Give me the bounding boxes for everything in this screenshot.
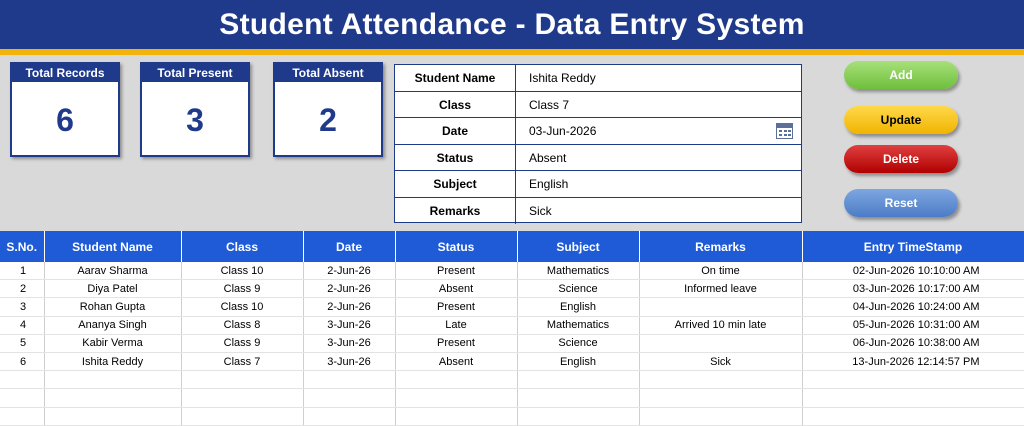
header-remarks[interactable]: Remarks bbox=[639, 231, 802, 262]
header-student-name[interactable]: Student Name bbox=[44, 231, 181, 262]
cell-sno[interactable]: 6 bbox=[0, 352, 44, 370]
cell-sno[interactable] bbox=[0, 371, 44, 389]
cell-sno[interactable]: 3 bbox=[0, 298, 44, 316]
class-field[interactable]: Class 7 bbox=[529, 97, 570, 112]
cell-status[interactable]: Present bbox=[395, 298, 517, 316]
cell-sno[interactable]: 1 bbox=[0, 262, 44, 280]
cell-subject[interactable] bbox=[517, 407, 639, 425]
update-button[interactable]: Update bbox=[844, 106, 958, 134]
cell-timestamp[interactable]: 05-Jun-2026 10:31:00 AM bbox=[802, 316, 1024, 334]
status-field[interactable]: Absent bbox=[529, 150, 567, 165]
form-row-remarks bbox=[395, 198, 801, 225]
cell-date[interactable]: 2-Jun-26 bbox=[303, 262, 395, 280]
form-row-class bbox=[395, 92, 801, 119]
cell-remarks[interactable]: On time bbox=[639, 262, 802, 280]
cell-remarks[interactable] bbox=[639, 298, 802, 316]
cell-class[interactable]: Class 7 bbox=[181, 352, 303, 370]
table-row[interactable] bbox=[0, 298, 1024, 316]
cell-date[interactable] bbox=[303, 371, 395, 389]
cell-date[interactable]: 3-Jun-26 bbox=[303, 316, 395, 334]
cell-status[interactable]: Late bbox=[395, 316, 517, 334]
header-entry-timestamp[interactable]: Entry TimeStamp bbox=[802, 231, 1024, 262]
table-row[interactable] bbox=[0, 262, 1024, 280]
cell-remarks[interactable]: Arrived 10 min late bbox=[639, 316, 802, 334]
status-label: Status bbox=[395, 145, 516, 171]
cell-remarks[interactable] bbox=[639, 389, 802, 407]
cell-class[interactable] bbox=[181, 371, 303, 389]
total-records-card bbox=[10, 62, 120, 157]
cell-status[interactable] bbox=[395, 371, 517, 389]
cell-sno[interactable] bbox=[0, 407, 44, 425]
cell-timestamp[interactable] bbox=[802, 371, 1024, 389]
cell-subject[interactable]: Mathematics bbox=[517, 316, 639, 334]
total-absent-card bbox=[273, 62, 383, 157]
cell-status[interactable]: Present bbox=[395, 334, 517, 352]
cell-subject[interactable]: English bbox=[517, 298, 639, 316]
total-present-label: Total Present bbox=[142, 64, 248, 82]
header-date[interactable]: Date bbox=[303, 231, 395, 262]
cell-student-name[interactable]: Kabir Verma bbox=[44, 334, 181, 352]
cell-date[interactable]: 2-Jun-26 bbox=[303, 298, 395, 316]
add-button[interactable]: Add bbox=[844, 61, 958, 89]
reset-button[interactable]: Reset bbox=[844, 189, 958, 217]
subject-label: Subject bbox=[395, 171, 516, 197]
calendar-icon[interactable] bbox=[776, 123, 793, 139]
header-sno[interactable]: S.No. bbox=[0, 231, 44, 262]
cell-class[interactable] bbox=[181, 389, 303, 407]
total-absent-value: 2 bbox=[319, 102, 337, 138]
total-present-value: 3 bbox=[186, 102, 204, 138]
date-value: 03-Jun-2026 bbox=[529, 124, 597, 138]
cell-student-name[interactable]: Diya Patel bbox=[44, 280, 181, 298]
cell-remarks[interactable] bbox=[639, 407, 802, 425]
cell-student-name[interactable] bbox=[44, 371, 181, 389]
date-field[interactable] bbox=[516, 118, 801, 144]
remarks-label: Remarks bbox=[395, 198, 516, 225]
header-subject[interactable]: Subject bbox=[517, 231, 639, 262]
app-title: Student Attendance - Data Entry System bbox=[0, 0, 1024, 49]
student-name-field[interactable]: Ishita Reddy bbox=[529, 71, 596, 85]
cell-sno[interactable]: 2 bbox=[0, 280, 44, 298]
remarks-field[interactable]: Sick bbox=[529, 203, 552, 218]
entry-form bbox=[394, 64, 802, 223]
cell-class[interactable]: Class 8 bbox=[181, 316, 303, 334]
cell-status[interactable]: Present bbox=[395, 262, 517, 280]
cell-status[interactable] bbox=[395, 407, 517, 425]
cell-date[interactable]: 3-Jun-26 bbox=[303, 352, 395, 370]
cell-timestamp[interactable]: 13-Jun-2026 12:14:57 PM bbox=[802, 352, 1024, 370]
cell-date[interactable]: 3-Jun-26 bbox=[303, 334, 395, 352]
cell-remarks[interactable] bbox=[639, 334, 802, 352]
cell-timestamp[interactable]: 02-Jun-2026 10:10:00 AM bbox=[802, 262, 1024, 280]
attendance-table bbox=[0, 231, 1024, 426]
date-label: Date bbox=[395, 118, 516, 144]
cell-sno[interactable]: 4 bbox=[0, 316, 44, 334]
title-underline bbox=[0, 49, 1024, 55]
cell-subject[interactable]: Science bbox=[517, 334, 639, 352]
cell-status[interactable] bbox=[395, 389, 517, 407]
table-row[interactable] bbox=[0, 316, 1024, 334]
cell-student-name[interactable]: Aarav Sharma bbox=[44, 262, 181, 280]
table-row[interactable] bbox=[0, 334, 1024, 352]
cell-status[interactable]: Absent bbox=[395, 352, 517, 370]
cell-remarks[interactable]: Sick bbox=[639, 352, 802, 370]
cell-subject[interactable]: Mathematics bbox=[517, 262, 639, 280]
cell-student-name[interactable]: Rohan Gupta bbox=[44, 298, 181, 316]
cell-subject[interactable]: Science bbox=[517, 280, 639, 298]
cell-timestamp[interactable] bbox=[802, 407, 1024, 425]
cell-date[interactable] bbox=[303, 407, 395, 425]
table-row[interactable] bbox=[0, 407, 1024, 425]
cell-date[interactable] bbox=[303, 389, 395, 407]
table-header-row bbox=[0, 231, 1024, 262]
cell-subject[interactable] bbox=[517, 371, 639, 389]
cell-remarks[interactable] bbox=[639, 371, 802, 389]
table-row[interactable] bbox=[0, 352, 1024, 370]
cell-class[interactable]: Class 10 bbox=[181, 262, 303, 280]
form-row-student-name bbox=[395, 65, 801, 92]
table-body bbox=[0, 262, 1024, 425]
cell-sno[interactable] bbox=[0, 389, 44, 407]
cell-student-name[interactable]: Ishita Reddy bbox=[44, 352, 181, 370]
cell-timestamp[interactable]: 04-Jun-2026 10:24:00 AM bbox=[802, 298, 1024, 316]
total-absent-label: Total Absent bbox=[275, 64, 381, 82]
header-class[interactable]: Class bbox=[181, 231, 303, 262]
form-row-subject bbox=[395, 171, 801, 198]
cell-class[interactable]: Class 9 bbox=[181, 280, 303, 298]
cell-date[interactable]: 2-Jun-26 bbox=[303, 280, 395, 298]
form-row-status bbox=[395, 145, 801, 172]
subject-field[interactable]: English bbox=[529, 177, 569, 191]
table-row[interactable] bbox=[0, 371, 1024, 389]
total-records-label: Total Records bbox=[12, 64, 118, 82]
class-label: Class bbox=[395, 92, 516, 118]
total-present-card bbox=[140, 62, 250, 157]
cell-class[interactable]: Class 9 bbox=[181, 334, 303, 352]
cell-remarks[interactable]: Informed leave bbox=[639, 280, 802, 298]
student-name-label: Student Name bbox=[395, 65, 516, 91]
cell-subject[interactable] bbox=[517, 389, 639, 407]
cell-timestamp[interactable]: 06-Jun-2026 10:38:00 AM bbox=[802, 334, 1024, 352]
delete-button[interactable]: Delete bbox=[844, 145, 958, 173]
table-row[interactable] bbox=[0, 389, 1024, 407]
cell-sno[interactable]: 5 bbox=[0, 334, 44, 352]
cell-subject[interactable]: English bbox=[517, 352, 639, 370]
cell-student-name[interactable] bbox=[44, 389, 181, 407]
cell-student-name[interactable] bbox=[44, 407, 181, 425]
cell-student-name[interactable]: Ananya Singh bbox=[44, 316, 181, 334]
total-records-value: 6 bbox=[56, 102, 74, 138]
table-row[interactable] bbox=[0, 280, 1024, 298]
cell-status[interactable]: Absent bbox=[395, 280, 517, 298]
cell-timestamp[interactable] bbox=[802, 389, 1024, 407]
header-status[interactable]: Status bbox=[395, 231, 517, 262]
cell-class[interactable] bbox=[181, 407, 303, 425]
cell-class[interactable]: Class 10 bbox=[181, 298, 303, 316]
cell-timestamp[interactable]: 03-Jun-2026 10:17:00 AM bbox=[802, 280, 1024, 298]
form-row-date bbox=[395, 118, 801, 145]
